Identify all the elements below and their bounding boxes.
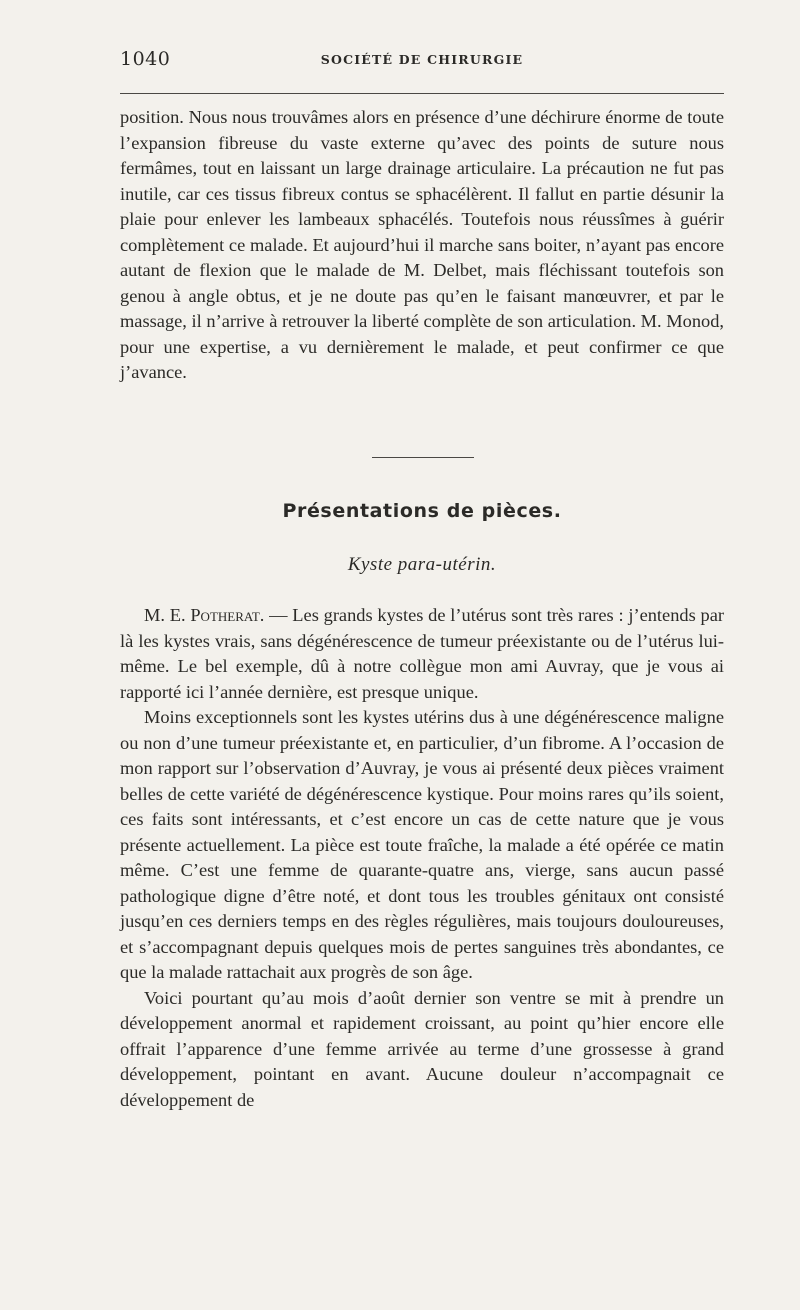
intro-paragraph: position. Nous nous trouvâmes alors en présence d’une déchirure énorme de toute l’expansion fibreuse du vaste externe qu’avec des points de suture nous fermâmes, tout en laissant un large drainage articulaire. La précaution ne fut pas inutile, car ces tissus fibreux contus se sphacélèrent. Il fallut en partie désunir la plaie pour enlever les lambeaux sphacélés. Toutefois nous réussîmes à guérir complètement ce malade. Et aujourd’hui il marche sans boiter, n’ayant pas encore autant de flexion que le malade de M. Delbet, mais fléchissant toutefois son genou à angle obtus, et je ne doute pas qu’en le faisant manœuvrer, et par le massage, il n’arrive à retrouver la liberté complète de son articulation. M. Monod, pour une expertise, a vu dernièrement le malade, et peut confirmer ce que j’avance. bbox=[120, 107, 724, 382]
paragraph-3: Voici pourtant qu’au mois d’août dernier son ventre se mit à prendre un développement anormal et rapidement croissant, au point qu’hier encore elle offrait l’apparence d’une femme arrivée au terme d’une grossesse à grand développement, pointant en avant. Aucune douleur n’accompagnait ce développement de bbox=[120, 987, 724, 1110]
running-title: SOCIÉTÉ DE CHIRURGIE bbox=[320, 52, 524, 67]
speaker-name: Potherat. bbox=[190, 605, 265, 625]
speaker-prefix: M. E. bbox=[144, 605, 191, 625]
section-divider bbox=[372, 457, 474, 458]
paragraph-1 bbox=[120, 603, 724, 705]
paragraph-1-text: — Les grands kystes de l’utérus sont très rares : j’entends par là les kystes vrais, sans dégénérescence de tumeur préexistante ou de l’utérus lui-même. Le bel exemple, dû à notre collègue mon ami Auvray, que je vous ai rapporté ici l’année dernière, est presque unique. bbox=[120, 605, 724, 702]
body-text bbox=[120, 603, 724, 1113]
section-subtitle: Kyste para-utérin. bbox=[347, 554, 497, 575]
page-number: 1040 bbox=[120, 48, 171, 70]
header-rule bbox=[120, 93, 724, 94]
section-title: Présentations de pièces. bbox=[282, 500, 562, 522]
intro-text bbox=[120, 105, 724, 386]
paragraph-2: Moins exceptionnels sont les kystes utérins dus à une dégénérescence maligne ou non d’une tumeur préexistante et, en particulier, d’un fibrome. A l’occasion de mon rapport sur l’observation d’Auvray, je vous ai présenté deux pièces vraiment belles de cette variété de dégénérescence kystique. Pour moins rares qu’ils soient, ces faits sont intéressants, et c’est encore un cas de cette nature que je vous présente actuellement. La pièce est toute fraîche, la malade a été opérée ce matin même. C’est une femme de quarante-quatre ans, vierge, sans aucun passé pathologique digne d’être noté, et dont tous les troubles génitaux ont consisté jusqu’en ces derniers temps en des règles régulières, mais toujours douloureuses, et s’accompagnant depuis quelques mois de pertes sanguines très abondantes, ce que la malade rattachait aux progrès de son âge. bbox=[120, 707, 724, 982]
running-head bbox=[120, 48, 724, 72]
